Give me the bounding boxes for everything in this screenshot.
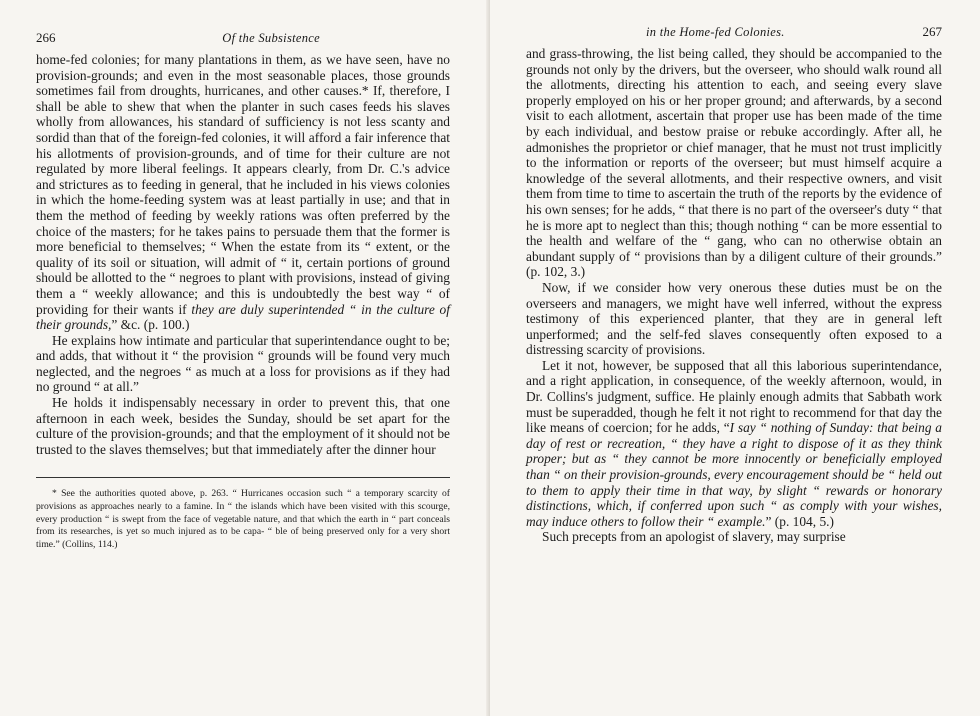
left-page-header bbox=[36, 30, 450, 46]
right-paragraph-3-italic: I say “ nothing of Sunday: that being a day of rest or recreation, “ they have a right to dispose of it as they think proper; but as “ they cannot be more innocently or beneficially employed than “ on their provision-grounds, every encouragement should be “ held out to them to apply their time in that way, by slight “ rewards or honorary distinctions, which, if conferred upon such “ as comply with your wishes, may induce others to follow their “ example. bbox=[526, 420, 942, 529]
left-page-body bbox=[36, 52, 450, 457]
left-page-number: 266 bbox=[36, 30, 56, 45]
left-paragraph-3: He holds it indispensably necessary in order to prevent this, that one afternoon in each week, besides the Sunday, should be set apart for the culture of the provision-grounds; and that the employment of it should not be trusted to the slaves themselves; but that immediately after the dinner hour bbox=[36, 395, 450, 457]
right-page bbox=[490, 0, 980, 716]
left-paragraph-1-italic: they are duly superintended “ in the culture of their grounds, bbox=[36, 301, 450, 333]
left-running-head: Of the Subsistence bbox=[222, 31, 320, 45]
right-page-number: 267 bbox=[922, 24, 942, 39]
left-paragraph-2: He explains how intimate and particular that superintendance ought to be; and adds, that without it “ the provision “ grounds will be found very much neglected, and the negroes “ as much at a loss for provisions as if they had no ground “ at all.” bbox=[36, 332, 450, 395]
right-paragraph-3 bbox=[526, 358, 942, 530]
footnote-text: * See the authorities quoted above, p. 263. “ Hurricanes occasion such “ a temporary scarcity of provisions as approaches nearly to a famine. In “ the islands which have been visited with this scourge, every production “ is swept from the face of vegetable nature, and that which the earth in “ part conceals from its researches, is yet so much injured as to be capa- “ ble of being preserved only for a very short time.” (Collins, 114.) bbox=[36, 488, 450, 550]
right-page-header bbox=[526, 24, 942, 40]
right-paragraph-4: Such precepts from an apologist of slavery, may surprise bbox=[542, 529, 846, 545]
left-footnote bbox=[36, 488, 450, 551]
right-paragraph-3-end: ” (p. 104, 5.) bbox=[765, 513, 834, 529]
right-page-body bbox=[526, 46, 942, 545]
right-paragraph-2: Now, if we consider how very onerous these duties must be on the overseers and managers, we might have well inferred, without the express testimony of this experienced planter, that they are in general left unperformed; and the self-fed slaves consequently often exposed to a distressing scarcity of provisions. bbox=[526, 279, 942, 358]
left-paragraph-1-text: home-fed colonies; for many plantations in them, as we have seen, have no provision-grounds; and even in the most seasonable places, those grounds sometimes fail from droughts, hurricanes, and other causes.* If, therefore, I shall be able to shew that when the planter in such cases feeds his slaves wholly from allowances, his standard of sufficiency is not less scanty and sordid than that of the foreign-fed colonies, it will afford a fair inference that his allotments of provision-grounds, and of time for their culture are not regulated by more liberal feelings. It appears clearly, from Dr. C.'s advice and strictures as to feeding in general, that he included in his views colonies in which the home-feeding system was at least partially in use; and that in them the method of feeding by weekly rations was often preferred by the choice of the masters; for he takes pains to persuade them that the former is more beneficial to themselves; “ When the estate from its “ extent, or the quality of its soil or situation, will admit of “ it, certain portions of ground should be allotted to the “ negroes to plant with provisions, instead of giving them a “ weekly allowance; and this is undoubtedly the best way “ of providing for their wants if bbox=[36, 52, 450, 317]
left-paragraph-1-tail: ” &c. (p. 100.) bbox=[111, 317, 190, 333]
left-paragraph-1 bbox=[36, 52, 450, 333]
footnote-rule bbox=[36, 477, 450, 478]
right-paragraph-1: and grass-throwing, the list being called, they should be accompanied to the grounds not only by the drivers, but the overseer, who should walk round all the allotments, directing his attention to each, and seeing every slave properly employed on his or her proper ground; and afterwards, by a second visit to each allotment, ascertain that proper use has been made of the time by each individual, and bestow praise or rebuke accordingly. After all, he admonishes the proprietor or chief manager, that he must not trust implicitly to the information or reports of the overseer; but must himself acquire a knowledge of the several allotments, and their respective owners, and visit them from time to time to ascertain the truth of the reports by the evidence of his own senses; for he adds, “ that there is no part of the overseer's duty “ that he is more apt to neglect than this; though nothing “ can be more essential to the health and welfare of the “ gang, who can no otherwise obtain an abundant supply of “ provisions than by a diligent culture of their grounds.” (p. 102, 3.) bbox=[526, 46, 942, 280]
right-paragraph-3-start: Let it not, however, be supposed that all this laborious superintendance, and a right application, in consequence, of the weekly afternoon, would, in Dr. Collins's judgment, suffice. He plainly enough admits that Sabbath work must be superadded, though he felt it not right to recommend for that day the like means of coercion; for he adds, “ bbox=[526, 357, 942, 436]
right-running-head: in the Home-fed Colonies. bbox=[646, 25, 785, 39]
